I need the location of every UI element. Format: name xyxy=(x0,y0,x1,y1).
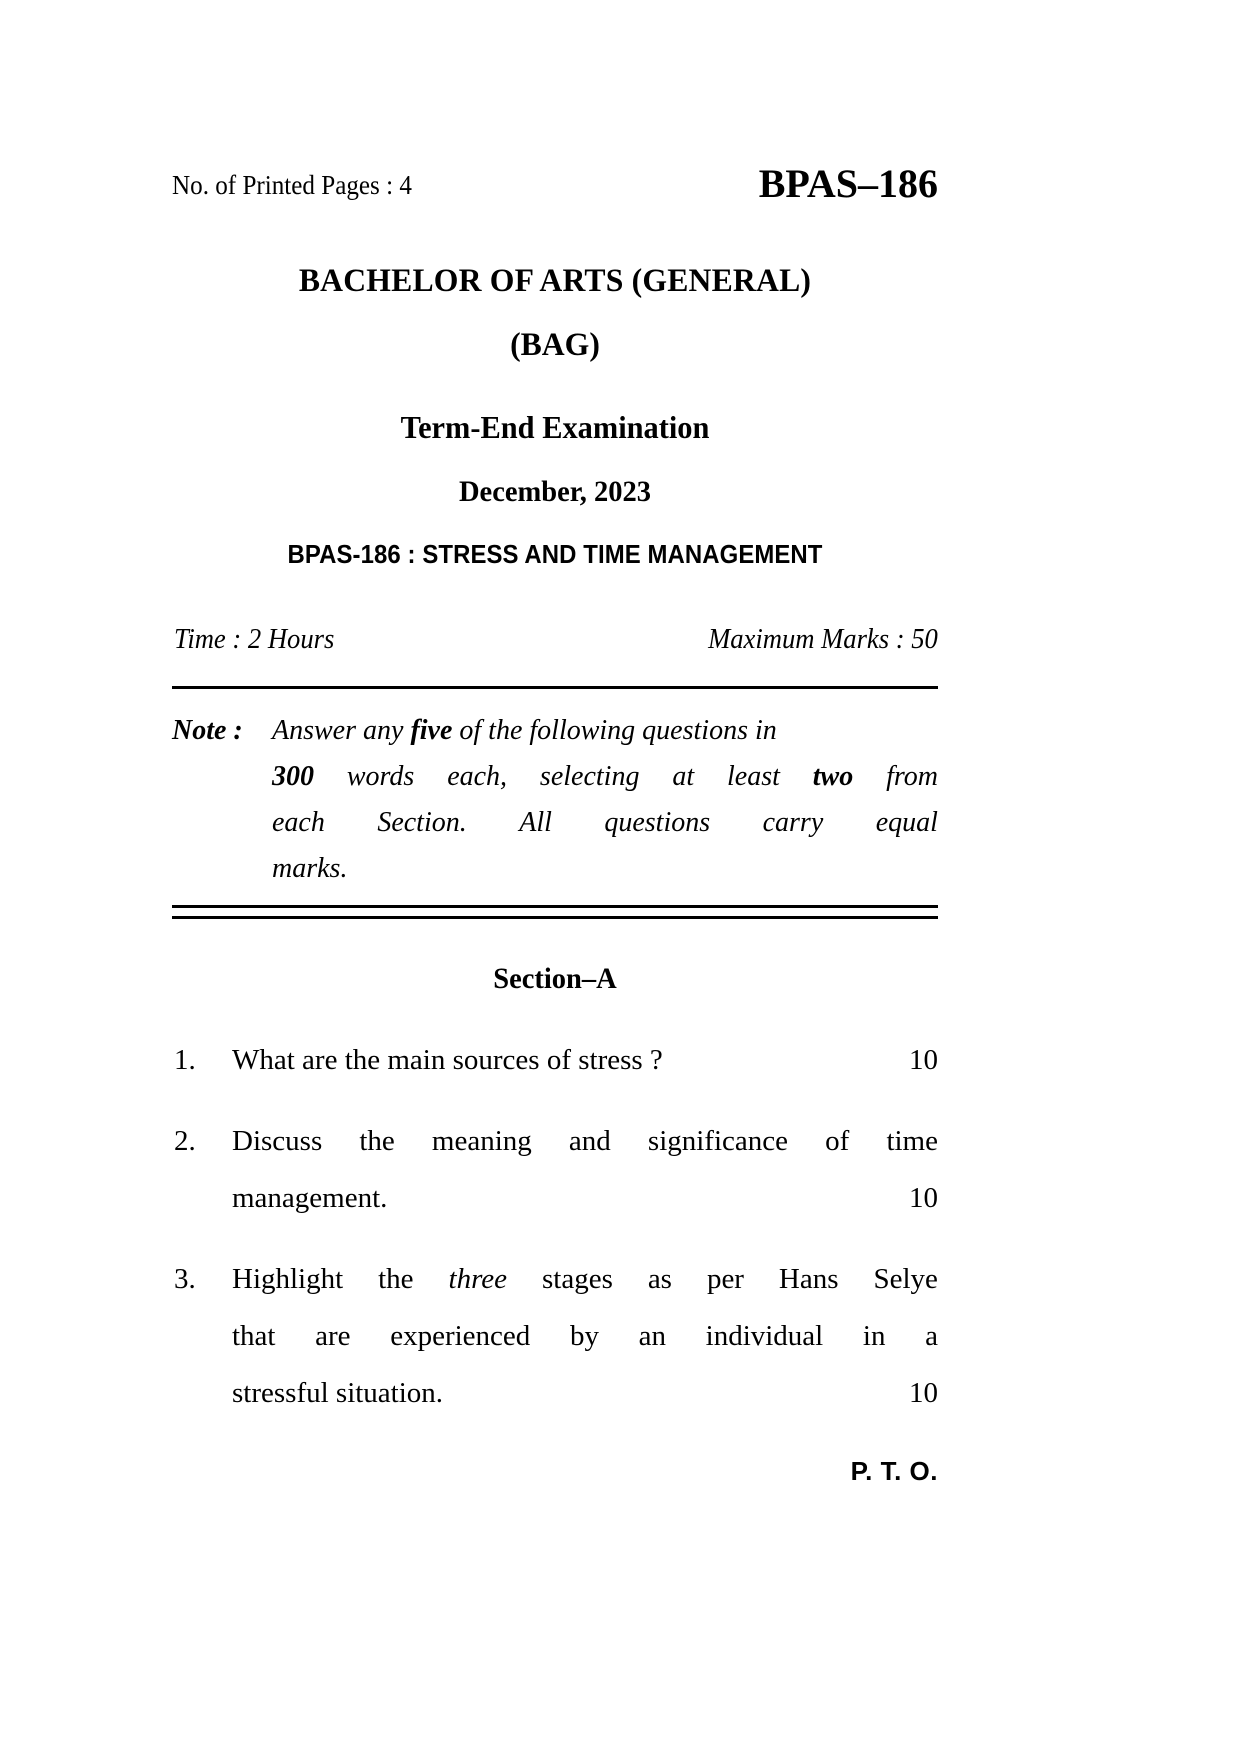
question-number: 3. xyxy=(174,1263,196,1295)
note-line-1 xyxy=(172,708,938,754)
question-word: are xyxy=(315,1320,351,1352)
question-word: an xyxy=(638,1320,666,1352)
question-item xyxy=(172,1251,938,1422)
question-body xyxy=(232,1251,938,1422)
note-line-3-words xyxy=(272,800,938,846)
note-word: least xyxy=(726,761,780,792)
note-word: at xyxy=(672,761,695,792)
question-marks: 10 xyxy=(909,1044,938,1076)
note-line-3 xyxy=(172,800,938,846)
question-word: the xyxy=(359,1125,395,1157)
divider-above-note xyxy=(172,686,938,689)
question-number: 1. xyxy=(174,1044,196,1076)
note-line-2-inner xyxy=(272,754,938,800)
title-block xyxy=(172,262,938,569)
question-word: Hans xyxy=(778,1263,839,1295)
question-line xyxy=(232,1170,938,1227)
note-word: Section. xyxy=(377,807,467,838)
maximum-marks: Maximum Marks : 50 xyxy=(708,624,938,655)
note-word: words xyxy=(346,761,415,792)
note-line-4 xyxy=(172,846,938,892)
examination-date: December, 2023 xyxy=(458,475,652,508)
divider-below-note xyxy=(172,905,938,919)
questions-list xyxy=(172,1032,938,1446)
question-line xyxy=(232,1308,938,1365)
programme-name: BACHELOR OF ARTS (GENERAL) xyxy=(298,263,812,299)
note-word: questions xyxy=(604,807,711,838)
question-word: time xyxy=(886,1125,938,1157)
note-text-line-4: marks. xyxy=(272,853,348,884)
section-heading: Section–A xyxy=(493,962,617,995)
question-word: Highlight xyxy=(232,1263,344,1295)
question-line xyxy=(232,1032,938,1089)
note-line-3-inner xyxy=(272,800,938,846)
note-line-2 xyxy=(172,754,938,800)
question-word: and xyxy=(568,1125,611,1157)
question-word: as xyxy=(647,1263,672,1295)
note-word: from xyxy=(886,761,938,792)
question-number: 2. xyxy=(174,1125,196,1157)
question-marks: 10 xyxy=(909,1182,938,1214)
question-item xyxy=(172,1113,938,1227)
question-text: stressful situation. xyxy=(232,1377,444,1409)
question-word: Discuss xyxy=(232,1125,323,1157)
question-word: by xyxy=(569,1320,599,1352)
question-word: Selye xyxy=(873,1263,938,1295)
exam-meta-row xyxy=(172,624,938,664)
question-word: experienced xyxy=(390,1320,531,1352)
question-word: individual xyxy=(705,1320,824,1352)
question-word-emphasis: three xyxy=(448,1263,508,1295)
question-line xyxy=(232,1251,938,1308)
question-word: the xyxy=(378,1263,414,1295)
note-word: All xyxy=(519,807,552,838)
exam-duration: Time : 2 Hours xyxy=(174,624,335,655)
note-emphasis-five: five xyxy=(410,715,453,746)
programme-abbreviation: (BAG) xyxy=(510,327,600,363)
question-word: per xyxy=(706,1263,744,1295)
note-word: each, xyxy=(447,761,508,792)
page-header xyxy=(172,161,938,216)
note-label: Note : xyxy=(172,715,243,746)
question-body xyxy=(232,1032,938,1089)
question-text: What are the main sources of stress ? xyxy=(232,1044,663,1076)
question-word: a xyxy=(925,1320,938,1352)
note-word: carry xyxy=(762,807,824,838)
question-word: of xyxy=(825,1125,850,1157)
paper-code: BPAS–186 xyxy=(758,161,938,206)
note-block xyxy=(172,708,938,892)
question-marks: 10 xyxy=(909,1377,938,1409)
printed-pages-count: No. of Printed Pages : 4 xyxy=(172,170,412,200)
examination-type: Term-End Examination xyxy=(400,409,710,445)
note-emphasis-300: 300 xyxy=(272,761,314,792)
course-title: BPAS-186 : STRESS AND TIME MANAGEMENT xyxy=(287,539,823,569)
question-word: stages xyxy=(541,1263,613,1295)
question-line xyxy=(232,1113,938,1170)
question-line xyxy=(232,1365,938,1422)
question-word: significance xyxy=(647,1125,789,1157)
note-word: equal xyxy=(875,807,938,838)
note-line-2-words xyxy=(272,754,938,800)
question-word: in xyxy=(862,1320,886,1352)
question-word: meaning xyxy=(431,1125,532,1157)
page-turn-over-label: P. T. O. xyxy=(850,1456,938,1486)
question-word: that xyxy=(232,1320,276,1352)
note-word: each xyxy=(272,807,325,838)
question-body xyxy=(232,1113,938,1227)
note-word: selecting xyxy=(539,761,640,792)
note-text-c: of the following questions in xyxy=(452,715,777,746)
question-item xyxy=(172,1032,938,1089)
note-text-line-1 xyxy=(272,708,938,754)
note-text-a: Answer any xyxy=(272,715,411,746)
question-text: management. xyxy=(232,1182,388,1214)
note-emphasis-two: two xyxy=(812,761,854,792)
